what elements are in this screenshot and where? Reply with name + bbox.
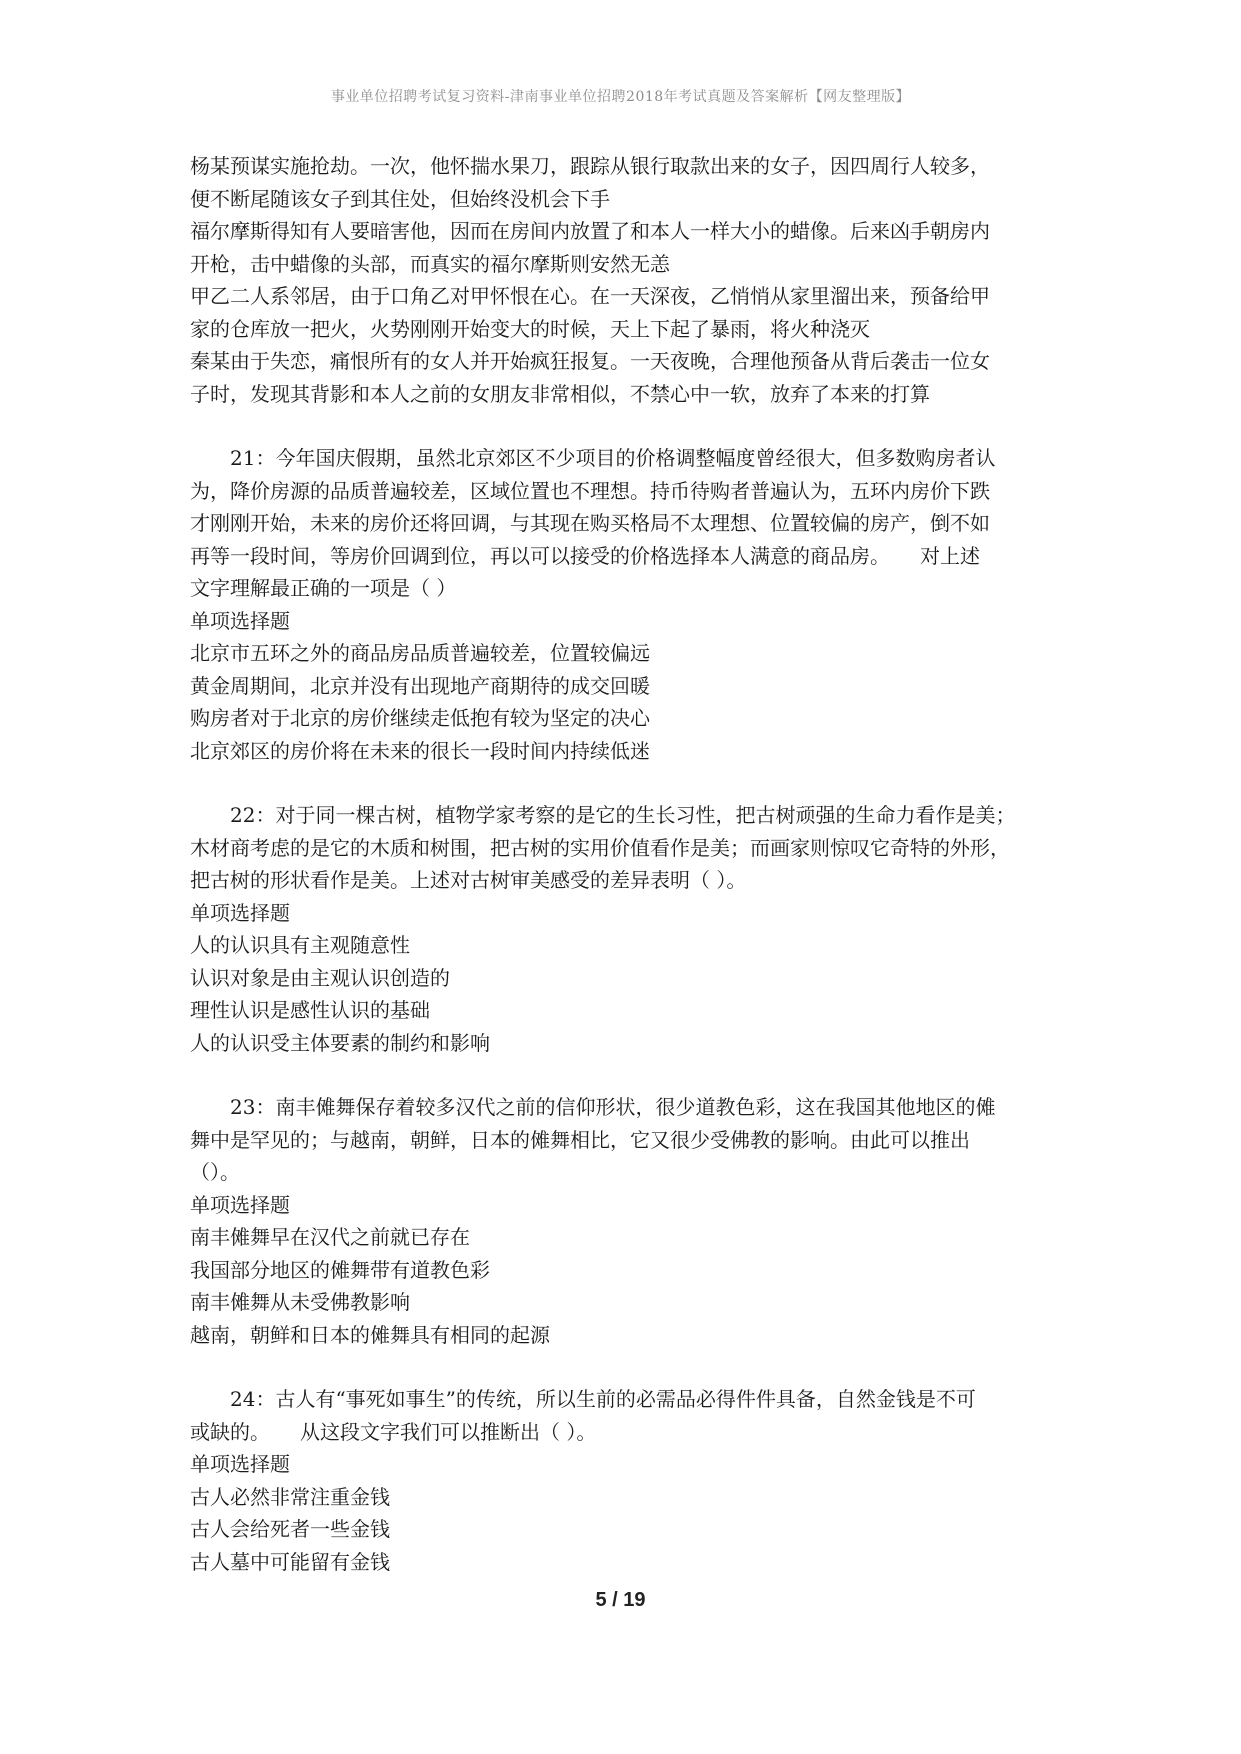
intro-line: 家的仓库放一把火，火势刚刚开始变大的时候，天上下起了暴雨，将火种浇灭: [190, 316, 870, 341]
option: 古人会给死者一些金钱: [190, 1517, 390, 1541]
option: 古人必然非常注重金钱: [190, 1484, 390, 1509]
option: 南丰傩舞早在汉代之前就已存在: [190, 1225, 470, 1249]
option: 认识对象是由主观认识创造的: [190, 965, 450, 990]
option: 购房者对于北京的房价继续走低抱有较为坚定的决心: [190, 706, 650, 730]
page-number: 5 / 19: [595, 1589, 646, 1611]
option: 古人墓中可能留有金钱: [190, 1549, 390, 1574]
question-type: 单项选择题: [190, 900, 290, 925]
question-stem: 文字理解最正确的一项是（ ）: [190, 576, 457, 600]
option: 越南，朝鲜和日本的傩舞具有相同的起源: [190, 1322, 550, 1347]
question-stem: 再等一段时间，等房价回调到位，再以可以接受的价格选择本人满意的商品房。 对上述: [190, 543, 980, 568]
intro-block: [190, 150, 1056, 410]
question-21: [190, 442, 1056, 767]
option: 人的认识具有主观随意性: [190, 933, 410, 957]
question-stem: 为，降价房源的品质普遍较差，区域位置也不理想。持币待购者普遍认为，五环内房价下跌: [190, 478, 990, 503]
intro-line: 开枪，击中蜡像的头部，而真实的福尔摩斯则安然无恙: [190, 251, 670, 276]
option: 黄金周期间，北京并没有出现地产商期待的成交回暖: [190, 673, 650, 698]
intro-line: 杨某预谋实施抢劫。一次，他怀揣水果刀，跟踪从银行取款出来的女子，因四周行人较多，: [190, 154, 990, 178]
question-stem: 24：古人有“事死如事生”的传统，所以生前的必需品必得件件具备，自然金钱是不可: [230, 1387, 976, 1411]
question-stem: 舞中是罕见的；与越南，朝鲜，日本的傩舞相比，它又很少受佛教的影响。由此可以推出: [190, 1127, 970, 1152]
option: 我国部分地区的傩舞带有道教色彩: [190, 1257, 490, 1282]
question-stem: 才刚刚开始，未来的房价还将回调，与其现在购买格局不太理想、位置较偏的房产，倒不如: [190, 511, 990, 535]
question-stem: （）。: [190, 1160, 240, 1184]
intro-line: 福尔摩斯得知有人要暗害他，因而在房间内放置了和本人一样大小的蜡像。后来凶手朝房内: [190, 219, 990, 243]
option: 人的认识受主体要素的制约和影响: [190, 1030, 490, 1055]
option: 南丰傩舞从未受佛教影响: [190, 1290, 410, 1314]
question-stem: 23：南丰傩舞保存着较多汉代之前的信仰形状，很少道教色彩，这在我国其他地区的傩: [230, 1095, 996, 1119]
page-header: 事业单位招聘考试复习资料-津南事业单位招聘2018年考试真题及答案解析【网友整理版】: [330, 89, 911, 105]
question-stem: 把古树的形状看作是美。上述对古树审美感受的差异表明（ ）。: [190, 868, 747, 892]
option: 理性认识是感性认识的基础: [190, 998, 430, 1022]
question-stem: 21：今年国庆假期，虽然北京郊区不少项目的价格调整幅度曾经很大，但多数购房者认: [230, 446, 996, 470]
question-type: 单项选择题: [190, 1192, 290, 1217]
question-type: 单项选择题: [190, 1452, 290, 1476]
intro-line: 便不断尾随该女子到其住处，但始终没机会下手: [190, 186, 610, 211]
option: 北京市五环之外的商品房品质普遍较差，位置较偏远: [190, 641, 650, 665]
intro-line: 子时，发现其背影和本人之前的女朋友非常相似，不禁心中一软，放弃了本来的打算: [190, 381, 930, 406]
intro-line: 秦某由于失恋，痛恨所有的女人并开始疯狂报复。一天夜晚，合理他预备从背后袭击一位女: [190, 349, 990, 373]
question-24: [190, 1383, 1056, 1578]
question-stem: 22：对于同一棵古树，植物学家考察的是它的生长习性，把古树顽强的生命力看作是美；: [230, 803, 1016, 827]
intro-line: 甲乙二人系邻居，由于口角乙对甲怀恨在心。在一天深夜，乙悄悄从家里溜出来，预备给甲: [190, 284, 990, 308]
question-type: 单项选择题: [190, 608, 290, 633]
page-content: [190, 150, 1056, 1578]
question-22: [190, 799, 1056, 1059]
question-stem: 木材商考虑的是它的木质和树围，把古树的实用价值看作是美；而画家则惊叹它奇特的外形，: [190, 835, 1010, 860]
question-23: [190, 1091, 1056, 1351]
option: 北京郊区的房价将在未来的很长一段时间内持续低迷: [190, 738, 650, 763]
question-stem: 或缺的。 从这段文字我们可以推断出（ ）。: [190, 1419, 597, 1444]
